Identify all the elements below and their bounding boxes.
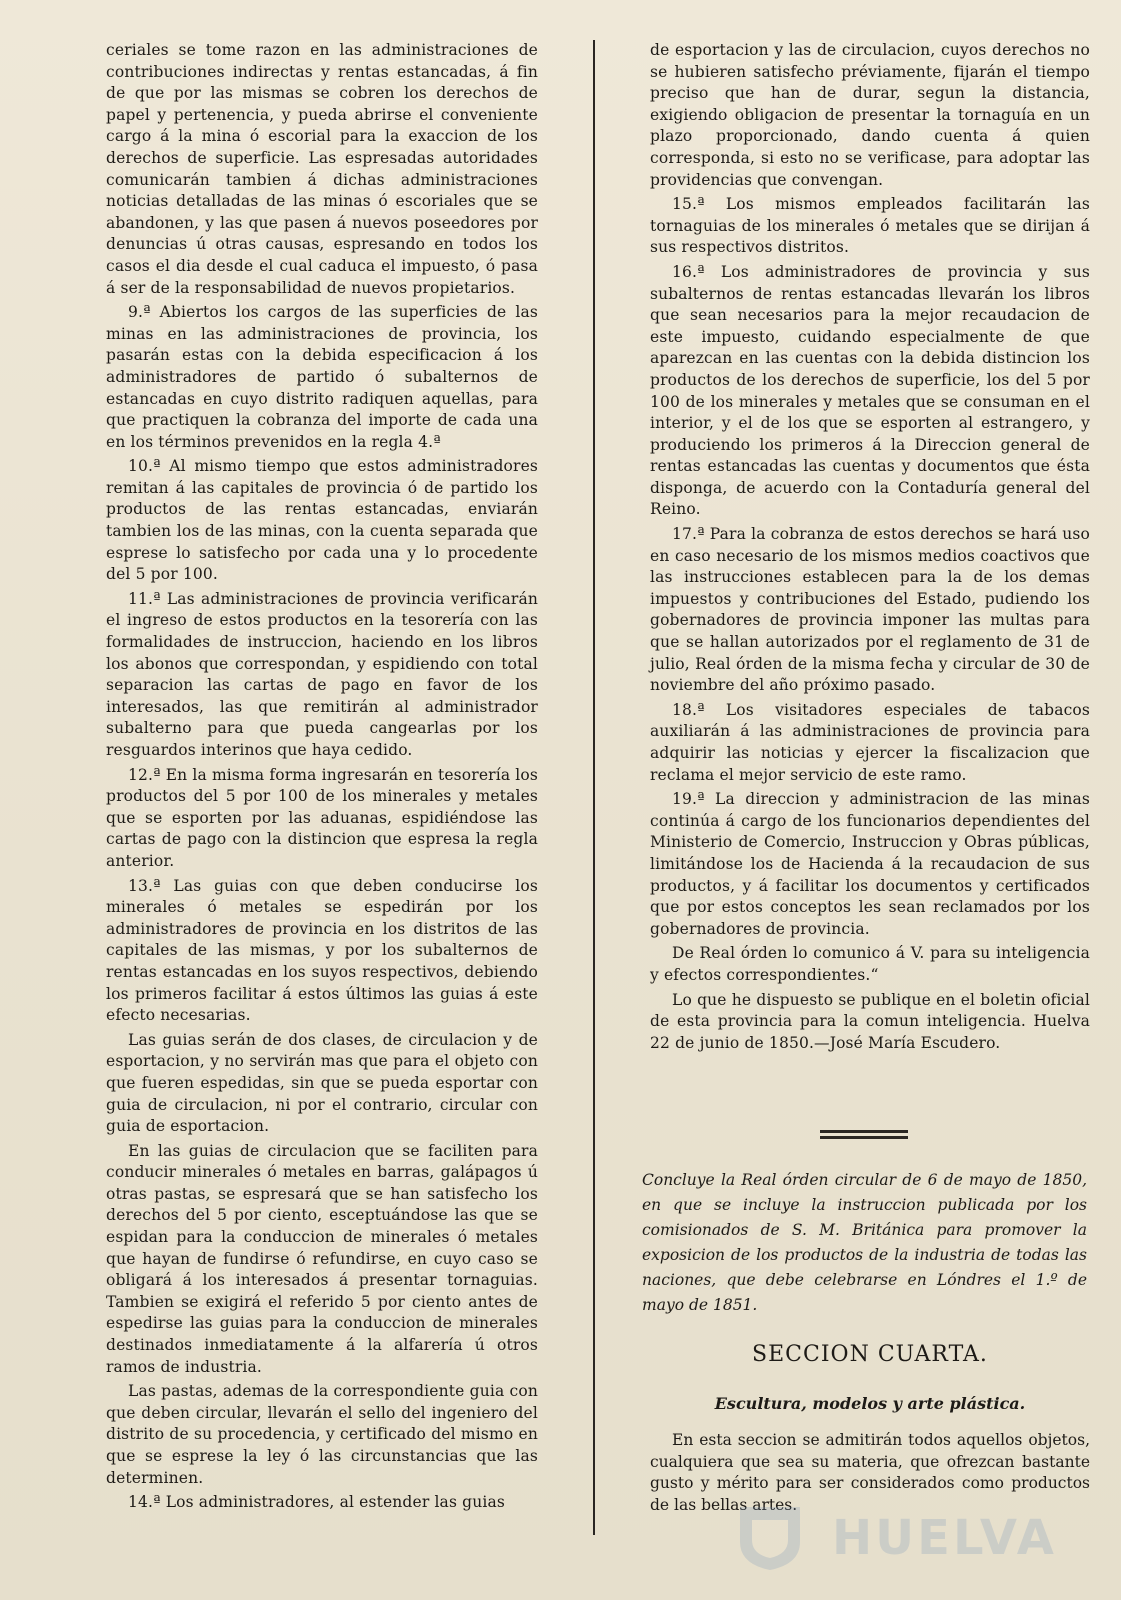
publication-signature: Lo que he dispuesto se publique en el boletin oficial de esta provincia para la comun inteligencia. Huelva 22 de junio de 1850.—José María Escudero. bbox=[650, 990, 1090, 1052]
rule-14: 14.ª Los administradores, al estender las guias bbox=[128, 1493, 505, 1512]
double-rule-bottom bbox=[820, 1136, 908, 1139]
rule-19: 19.ª La direccion y administracion de las minas continúa á cargo de los funcionarios dependientes del Ministerio de Comercio, Instruccion y Obras públicas, limitándose los de Hacienda á la recaudacion de sus productos, y á facilitar los documentos y certificados que por estos conceptos les sean reclamados por los gobernadores de provincia. bbox=[650, 790, 1090, 938]
column-divider bbox=[593, 40, 595, 1535]
watermark-logo bbox=[720, 1502, 1060, 1572]
right-column bbox=[650, 40, 1090, 1057]
rule-13: 13.ª Las guias con que deben conducirse los minerales ó metales se espedirán por los administradores de provincia en los distritos de las capitales de las mismas, y por los subalternos de rentas estancadas en los suyos respectivos, debiendo los primeros facilitar á estos últimos las guias á este efecto necesarias. bbox=[106, 876, 538, 1025]
pastas-paragraph: Las pastas, ademas de la correspondiente guia con que deben circular, llevarán el sello del ingeniero del distrito de su procedencia, y certificado del mismo en que se esprese la ley ó las circunstancias que las determinen. bbox=[106, 1382, 538, 1487]
watermark-text: HUELVA bbox=[832, 1510, 1057, 1566]
section-subtitle: Escultura, modelos y arte plástica. bbox=[714, 1394, 1026, 1413]
rule-15: 15.ª Los mismos empleados facilitarán las tornaguias de los minerales ó metales que se dirijan á sus respectivos distritos. bbox=[650, 195, 1090, 257]
rule-18: 18.ª Los visitadores especiales de tabacos auxiliarán á las administraciones de provincia para adquirir las noticias y ejercer la fiscalizacion que reclama el mejor servicio de este ramo. bbox=[650, 700, 1090, 784]
guias-clases-paragraph: Las guias serán de dos clases, de circulacion y de esportacion, y no servirán mas que para el objeto con que fueren espedidas, sin que se pueda esportar con guia de circulacion, ni por el contrario, circular con guia de esportacion. bbox=[106, 1030, 538, 1136]
rule-12: 12.ª En la misma forma ingresarán en tesorería los productos del 5 por 100 de los minerales y metales que se esporten por las aduanas, espidiéndose las cartas de pago con la distincion que espresa la regla anterior. bbox=[106, 765, 538, 870]
paragraph-continuation: ceriales se tome razon en las administraciones de contribuciones indirectas y rentas estancadas, á fin de que por las mismas se cobren los derechos de papel y pertenencia, y pueda abrirse el conveniente cargo á la mina ó escorial para la exaccion de los derechos de superficie. Las espresadas autoridades comunicarán tambien á dichas administraciones noticias detalladas de las minas ó escoriales que se abandonen, y las que pasen á nuevos poseedores por denuncias ú otras causas, espresando en todos los casos el dia desde el cual caduca el impuesto, ó pasa á ser de la responsabilidad de nuevos propietarios. bbox=[106, 41, 538, 297]
notice-italic: Concluye la Real órden circular de 6 de mayo de 1850, en que se incluye la instruccion publicada por los comisionados de S. M. Británica para promover la exposicion de los productos de la industria de todas las naciones, que debe celebrarse en Lóndres el 1.º de mayo de 1851. bbox=[642, 1171, 1087, 1314]
shield-icon bbox=[720, 1502, 820, 1572]
section-title: SECCION CUARTA. bbox=[752, 1342, 988, 1367]
rule-9: 9.ª Abiertos los cargos de las superficies de las minas en las administraciones de provincia, los pasarán estas con la debida especificacion á los administradores de partido ó subalternos de estancadas en cuyo distrito radiquen aquellas, para que practiquen la cobranza del importe de cada una en los términos prevenidos en la regla 4.ª bbox=[106, 303, 538, 451]
guias-circulacion-paragraph: En las guias de circulacion que se faciliten para conducir minerales ó metales en barras, galápagos ú otras pastas, se espresará que se han satisfecho los derechos del 5 por ciento, esceptuándose las que se espidan para la conduccion de minerales ó metales que hayan de fundirse ó refundirse, en cuyo caso se obligará á los interesados á presentar tornaguias. Tambien se exigirá el referido 5 por ciento antes de espedirse las guias para la conduccion de minerales destinados inmediatamente á la alfarería ú otros ramos de industria. bbox=[106, 1141, 538, 1376]
rule-14-continuation: de esportacion y las de circulacion, cuyos derechos no se hubieren satisfecho préviamente, fijarán el tiempo preciso que han de durar, segun la distancia, exigiendo obligacion de presentar la tornaguía en un plazo proporcionado, dando cuenta á quien corresponda, si esto no se verificase, para adoptar las providencias que convengan. bbox=[650, 41, 1090, 189]
real-orden-closing: De Real órden lo comunico á V. para su inteligencia y efectos correspondientes.“ bbox=[650, 944, 1090, 984]
left-column bbox=[106, 40, 538, 1517]
section-paragraph: En esta seccion se admitirán todos aquellos objetos, cualquiera que sea su materia, que ofrezcan bastante gusto y mérito para ser considerados como productos de las bellas artes. bbox=[650, 1431, 1090, 1514]
rule-11: 11.ª Las administraciones de provincia verificarán el ingreso de estos productos en la tesorería con las formalidades de instruccion, haciendo en los libros los abonos que correspondan, y espidiendo con total separacion las cartas de pago en favor de los interesados, las que remitirán al administrador subalterno para que pueda cangearlas por los resguardos interinos que haya cedido. bbox=[106, 589, 538, 759]
rule-10: 10.ª Al mismo tiempo que estos administradores remitan á las capitales de provincia ó de partido los productos de las rentas estancadas, enviarán tambien los de las minas, con la cuenta separada que esprese lo satisfecho por cada una y lo procedente del 5 por 100. bbox=[106, 457, 538, 584]
double-rule-top bbox=[820, 1130, 908, 1133]
rule-16: 16.ª Los administradores de provincia y sus subalternos de rentas estancadas llevarán los libros que sean necesarios para la mejor recaudacion de este impuesto, cuidando especialmente de que aparezcan en las cuentas con la debida distincion los productos de los derechos de superficie, los del 5 por 100 de los minerales y metales que se consuman en el interior, y el de los que se esporten al estrangero, y produciendo los primeros á la Direccion general de rentas estancadas las cuentas y documentos que ésta disponga, de acuerdo con la Contaduría general del Reino. bbox=[650, 262, 1090, 519]
rule-17: 17.ª Para la cobranza de estos derechos se hará uso en caso necesario de los mismos medios coactivos que las instrucciones establecen para la de los demas impuestos y contribuciones del Estado, pudiendo los gobernadores de provincia imponer las multas para que se hallan autorizados por el reglamento de 31 de julio, Real órden de la misma fecha y circular de 30 de noviembre del año próximo pasado. bbox=[650, 525, 1090, 695]
